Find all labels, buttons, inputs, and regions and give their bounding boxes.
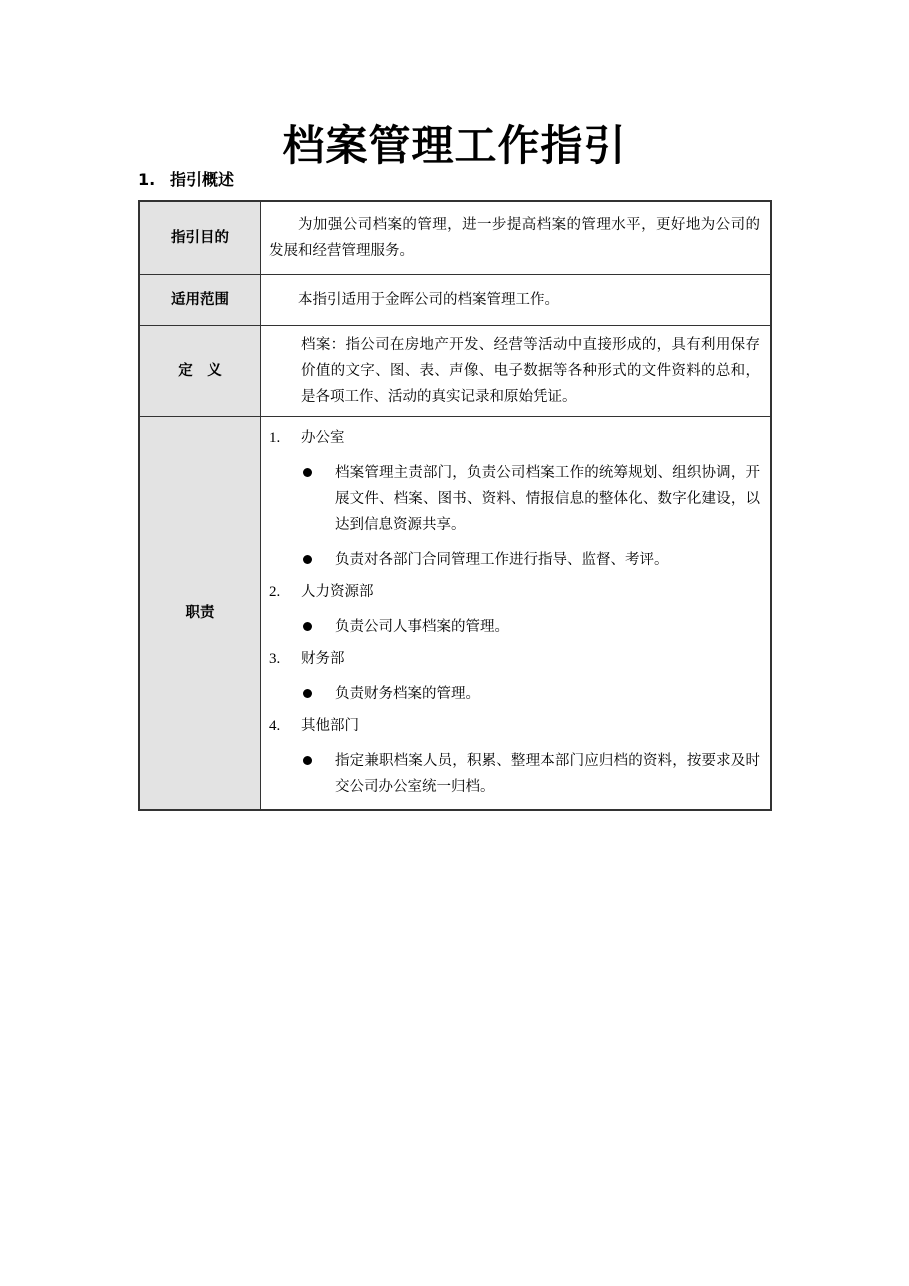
department-heading <box>269 713 760 739</box>
list-item <box>269 460 760 538</box>
scope-text: 本指引适用于金晖公司的档案管理工作。 <box>298 291 559 308</box>
list-item <box>269 681 760 707</box>
list-item <box>269 748 760 800</box>
bullet-dot-icon <box>303 547 335 573</box>
department-number: 3. <box>269 651 281 668</box>
department-name: 办公室 <box>301 430 345 447</box>
table-row-duties <box>139 416 771 810</box>
department-number: 2. <box>269 584 281 601</box>
section-title: 指引概述 <box>170 170 235 189</box>
section-number: 1. <box>138 170 156 189</box>
department-finance <box>269 646 760 707</box>
department-heading <box>269 425 760 451</box>
department-other <box>269 713 760 800</box>
row-content-purpose <box>261 201 772 274</box>
list-item-text: 档案管理主责部门，负责公司档案工作的统筹规划、组织协调，开展文件、档案、图书、资料、情报信息的整体化、数字化建设，以达到信息资源共享。 <box>335 465 760 534</box>
department-hr <box>269 579 760 640</box>
section-heading <box>138 168 234 192</box>
row-label-purpose: 指引目的 <box>139 201 261 274</box>
department-name: 人力资源部 <box>301 584 374 601</box>
row-content-scope <box>261 274 772 325</box>
list-item <box>269 614 760 640</box>
row-label-scope: 适用范围 <box>139 274 261 325</box>
list-item-text: 负责对各部门合同管理工作进行指导、监督、考评。 <box>335 552 669 569</box>
bullet-dot-icon <box>303 460 335 538</box>
department-name: 财务部 <box>301 651 345 668</box>
list-item-text: 负责公司人事档案的管理。 <box>335 619 509 636</box>
list-item-text: 指定兼职档案人员，积累、整理本部门应归档的资料，按要求及时交公司办公室统一归档。 <box>335 753 760 796</box>
purpose-text: 为加强公司档案的管理，进一步提高档案的管理水平，更好地为公司的发展和经营管理服务。 <box>269 216 760 259</box>
department-office <box>269 425 760 573</box>
department-name: 其他部门 <box>301 718 359 735</box>
row-content-definition <box>261 325 772 416</box>
list-item-text: 负责财务档案的管理。 <box>335 686 480 703</box>
department-heading <box>269 579 760 605</box>
table-row-purpose <box>139 201 771 274</box>
list-item <box>269 547 760 573</box>
bullet-dot-icon <box>303 681 335 707</box>
bullet-dot-icon <box>303 614 335 640</box>
table-row-scope <box>139 274 771 325</box>
row-label-duties: 职责 <box>139 416 261 810</box>
guideline-overview-table <box>138 200 772 811</box>
department-number: 4. <box>269 718 281 735</box>
row-content-duties <box>261 416 772 810</box>
department-heading <box>269 646 760 672</box>
document-title: 档案管理工作指引 <box>282 121 627 170</box>
definition-text: 档案：指公司在房地产开发、经营等活动中直接形成的，具有利用保存价值的文字、图、表、声像、电子数据等各种形式的文件资料的总和，是各项工作、活动的真实记录和原始凭证。 <box>301 336 760 405</box>
row-label-definition: 定 义 <box>139 325 261 416</box>
table-row-definition <box>139 325 771 416</box>
bullet-dot-icon <box>303 748 335 800</box>
department-number: 1. <box>269 430 281 447</box>
